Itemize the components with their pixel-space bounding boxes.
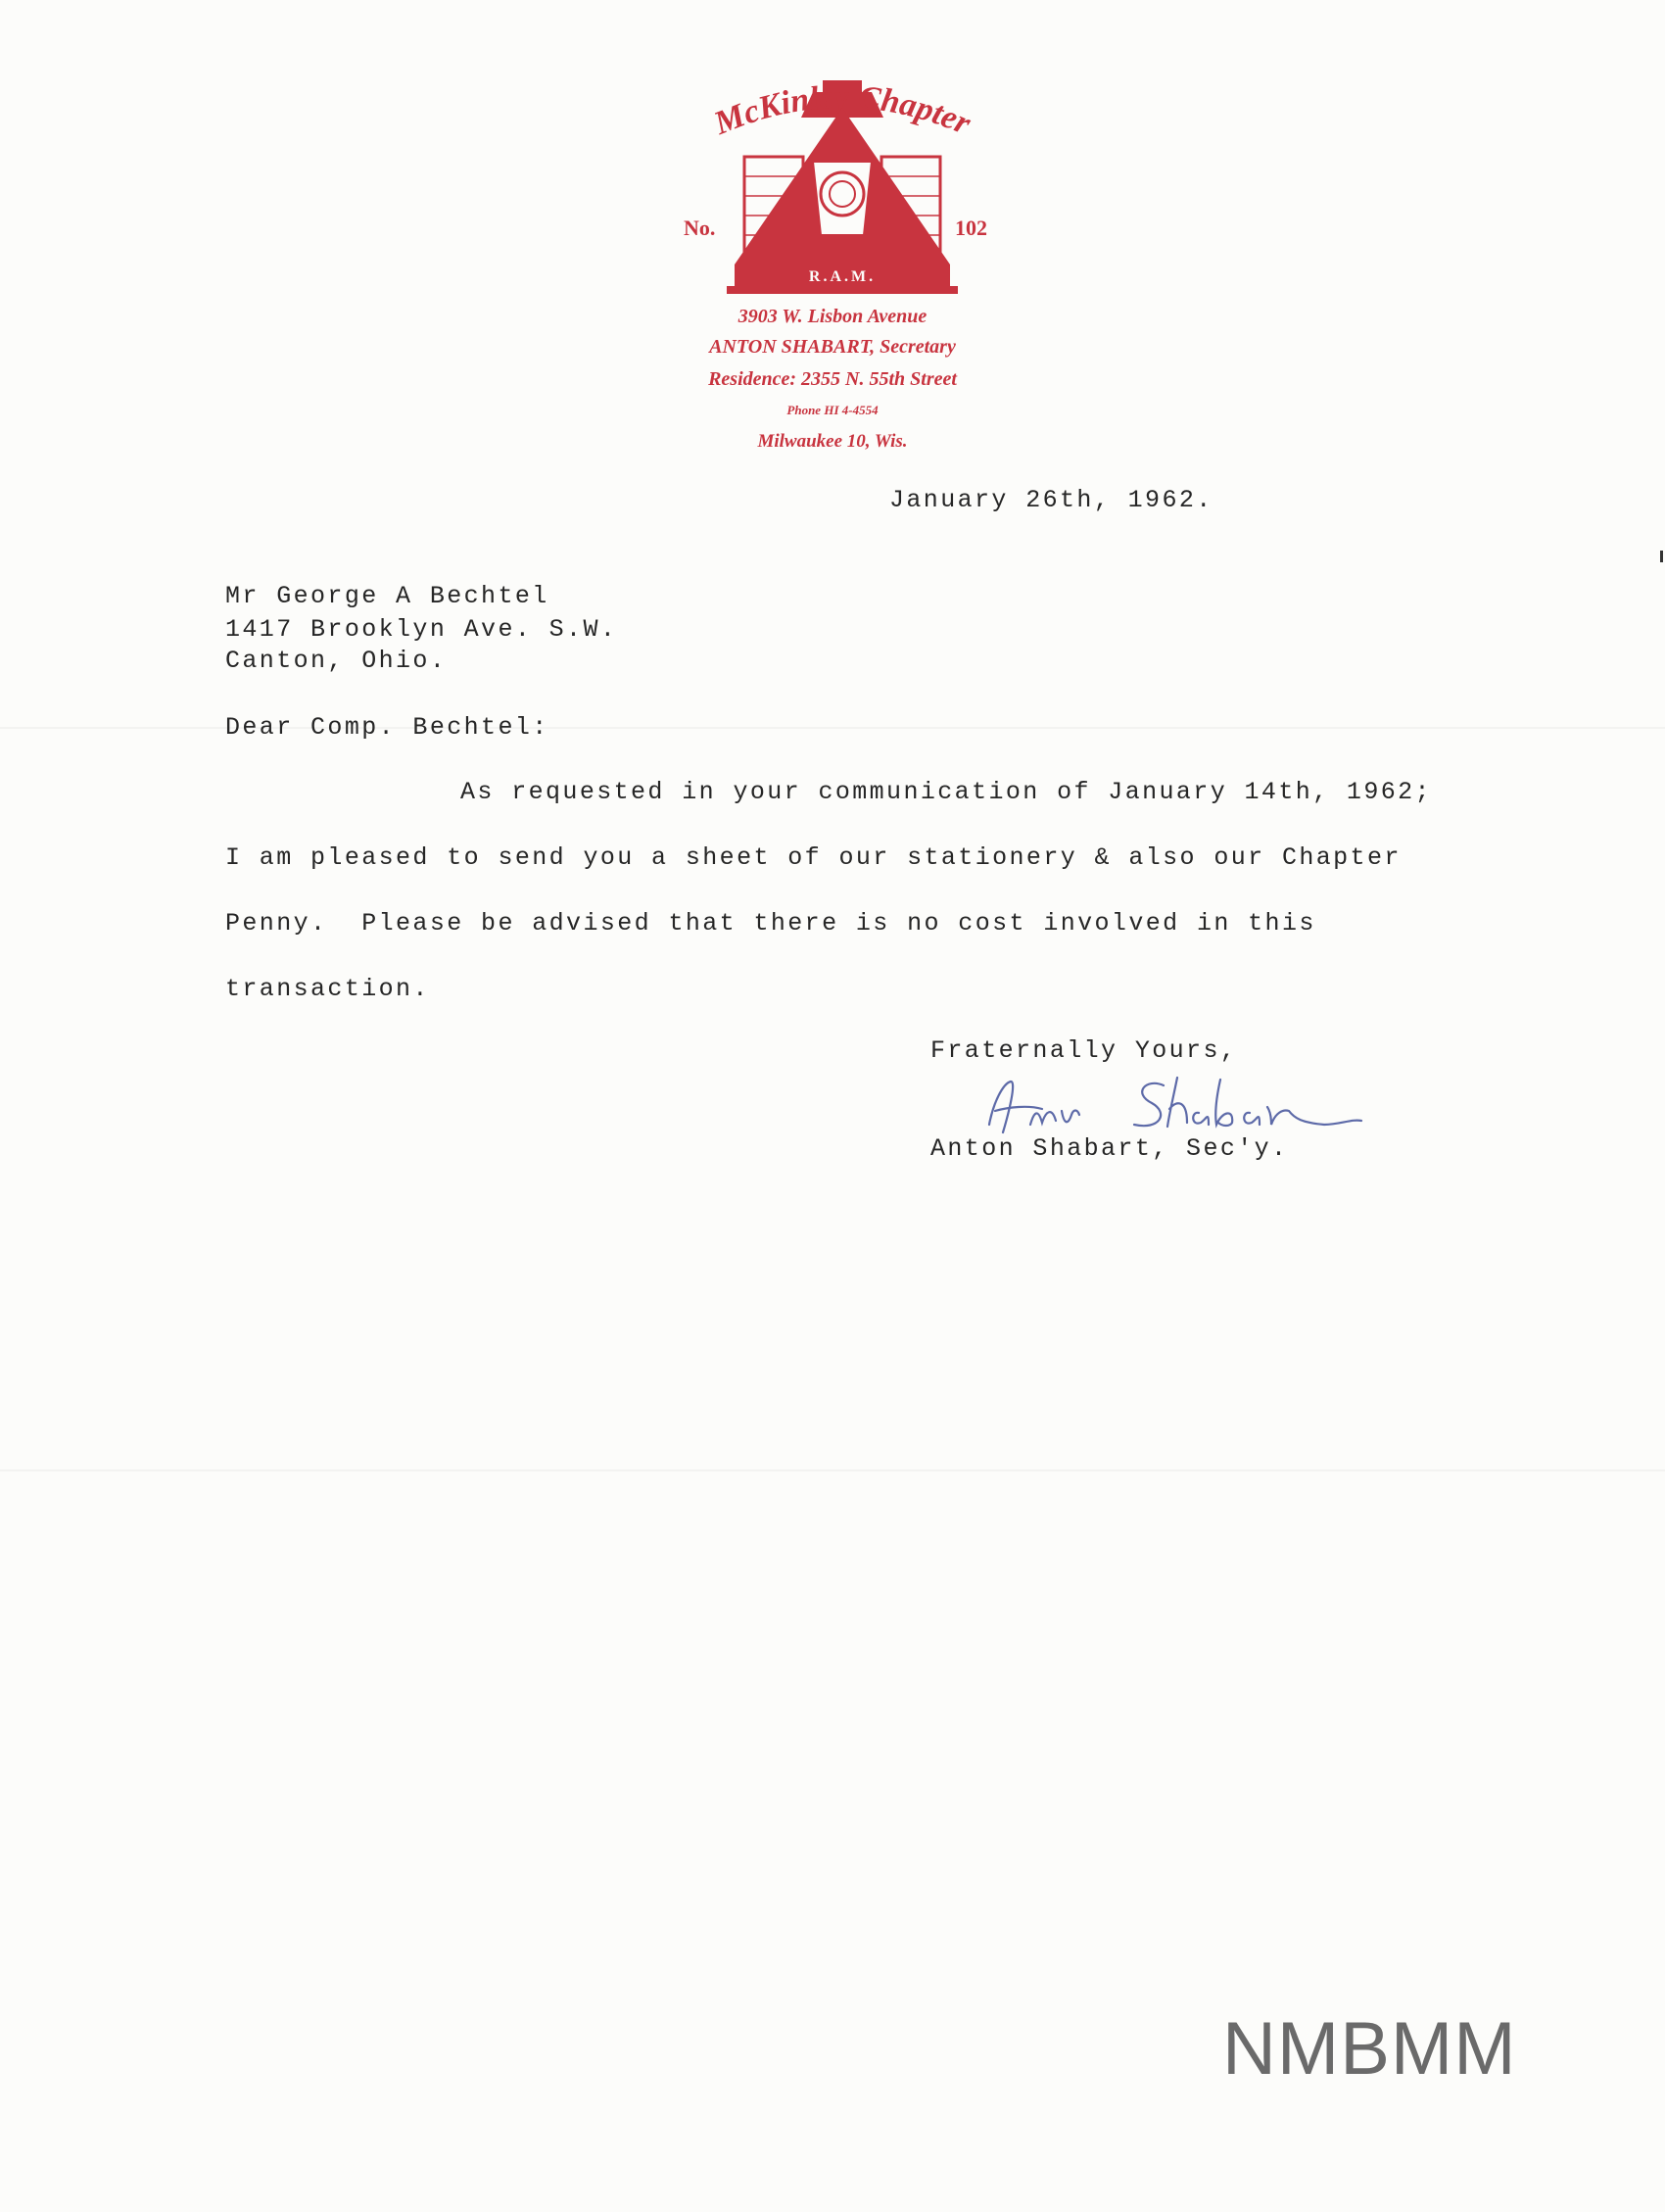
body-line: Penny. Please be advised that there is no cost involved in this [225, 909, 1316, 938]
logo-title: McKinley Chapter [709, 78, 976, 143]
body-line: transaction. [225, 975, 430, 1003]
chapter-logo [676, 78, 1009, 304]
letterhead-residence: Residence: 2355 N. 55th Street [708, 368, 957, 390]
salutation: Dear Comp. Bechtel: [225, 713, 549, 742]
signature-name: Anton Shabart, Sec'y. [930, 1134, 1289, 1163]
letterhead-city: Milwaukee 10, Wis. [757, 431, 908, 452]
letterhead-phone: Phone HI 4-4554 [786, 403, 879, 417]
fold-line [0, 1469, 1665, 1471]
watermark: NMBMM [1222, 2007, 1517, 2091]
logo-no: No. [684, 216, 716, 240]
closing: Fraternally Yours, [930, 1036, 1238, 1065]
logo-number: 102 [955, 216, 987, 240]
logo-ram: R.A.M. [808, 268, 877, 285]
recipient-city: Canton, Ohio. [225, 647, 448, 675]
body-line: I am pleased to send you a sheet of our stationery & also our Chapter [225, 843, 1402, 872]
edge-mark [1660, 551, 1663, 562]
body-line: As requested in your communication of January 14th, 1962; [460, 778, 1432, 806]
letterhead-secretary: ANTON SHABART, Secretary [709, 336, 956, 358]
recipient-name: Mr George A Bechtel [225, 582, 549, 610]
recipient-street: 1417 Brooklyn Ave. S.W. [225, 615, 618, 644]
letter-date: January 26th, 1962. [889, 486, 1213, 514]
letterhead-address: 3903 W. Lisbon Avenue [737, 306, 928, 327]
